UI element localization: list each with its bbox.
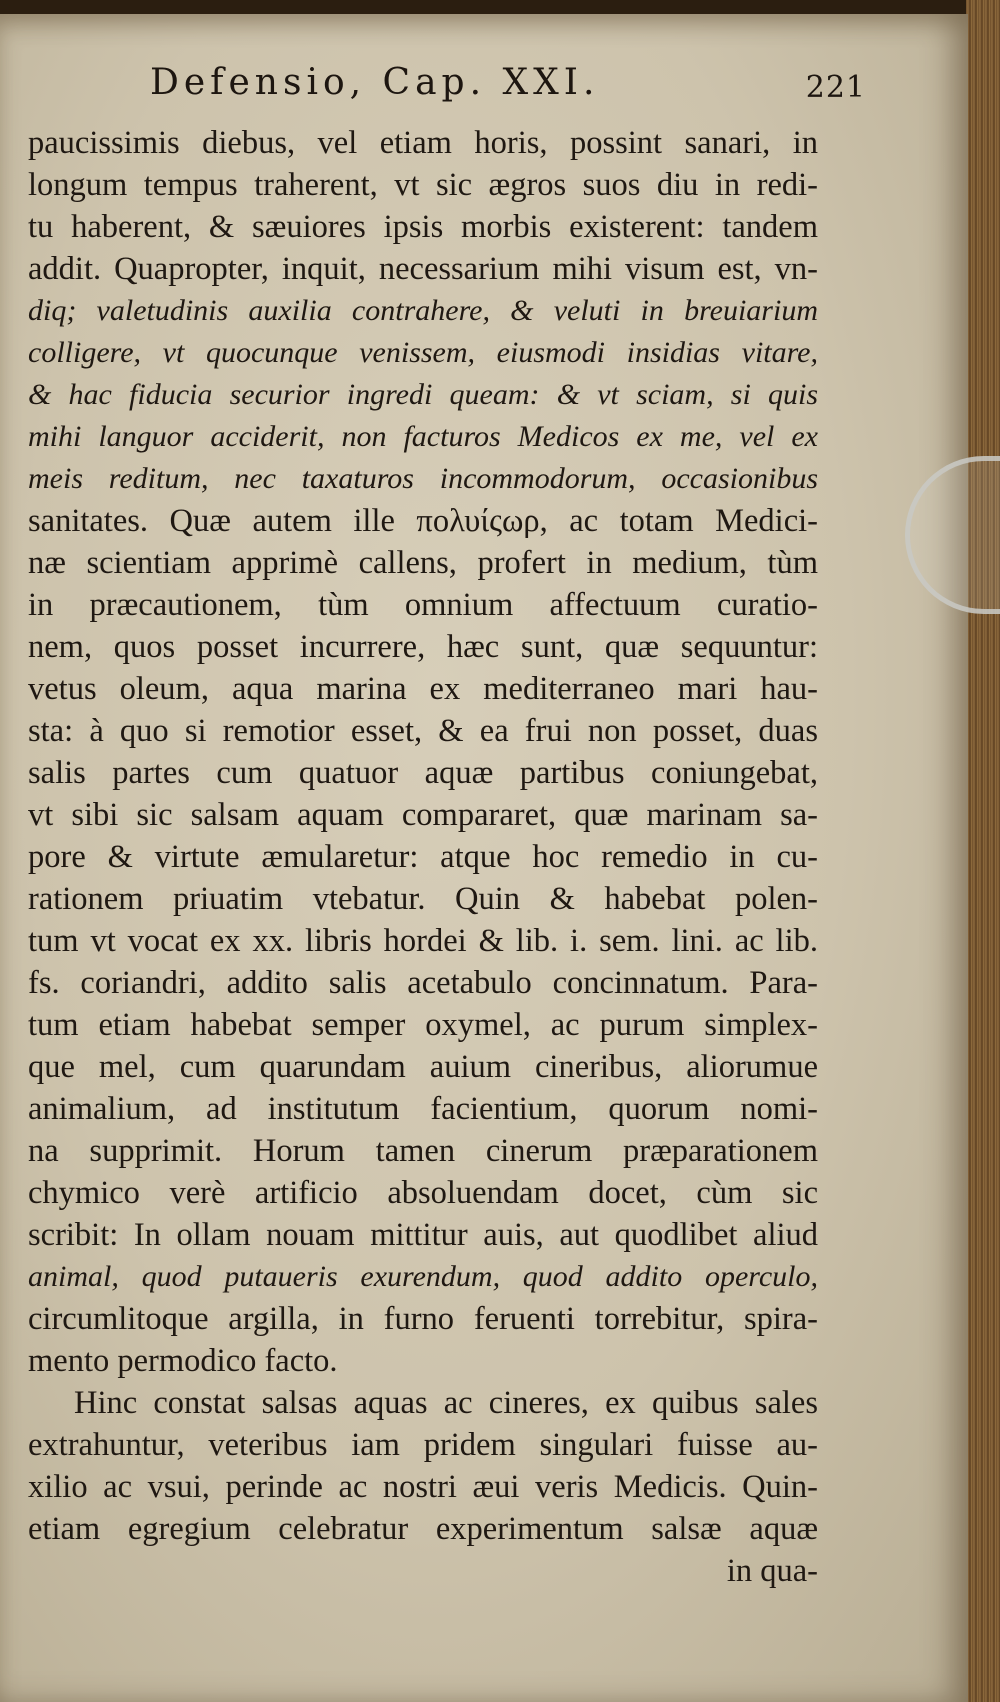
text-line: na supprimit. Horum tamen cinerum præparationem [28, 1133, 818, 1169]
text-line: tum vt vocat ex xx. libris hordei & lib. i. sem. lini. ac lib. [28, 923, 818, 959]
text-line: & hac fiducia securior ingredi queam: & vt sciam, si quis [28, 378, 818, 411]
text-line: sta: à quo si remotior esset, & ea frui non posset, duas [28, 713, 818, 749]
text-line: que mel, cum quarundam auium cineribus, aliorumue [28, 1049, 818, 1085]
running-title: Defensio, Cap. XXI. [150, 62, 600, 103]
text-line: mento permodico facto. [28, 1343, 338, 1379]
text-line: scribit: In ollam nouam mittitur auis, aut quodlibet aliud [28, 1217, 818, 1253]
text-line: colligere, vt quocunque venissem, eiusmodi insidias vitare, [28, 336, 818, 369]
running-header [150, 62, 866, 105]
book-page [0, 14, 968, 1702]
text-line: nem, quos posset incurrere, hæc sunt, quæ sequuntur: [28, 629, 818, 665]
text-line: vetus oleum, aqua marina ex mediterraneo mari hau- [28, 671, 818, 707]
text-line: sanitates. Quæ autem ille πολυίςωρ, ac totam Medici- [28, 503, 818, 539]
paragraph-start-line: Hinc constat salsas aquas ac cineres, ex quibus sales [74, 1385, 818, 1421]
text-line: næ scientiam apprimè callens, profert in medium, tùm [28, 545, 818, 581]
text-line: diq; valetudinis auxilia contrahere, & veluti in breuiarium [28, 294, 818, 327]
text-line: animal, quod putaueris exurendum, quod addito operculo, [28, 1260, 818, 1293]
catchword: in qua- [726, 1553, 818, 1589]
text-line: in præcautionem, tùm omnium affectuum curatio- [28, 587, 818, 623]
text-line: extrahuntur, veteribus iam pridem singulari fuisse au- [28, 1427, 818, 1463]
text-line: longum tempus traherent, vt sic ægros suos diu in redi- [28, 167, 818, 203]
text-line: chymico verè artificio absoluendam docet, cùm sic [28, 1175, 818, 1211]
text-line: tu haberent, & sæuiores ipsis morbis existerent: tandem [28, 209, 818, 245]
text-line: mihi languor acciderit, non facturos Medicos ex me, vel ex [28, 420, 818, 453]
text-line: xilio ac vsui, perinde ac nostri æui veris Medicis. Quin- [28, 1469, 818, 1505]
text-line: addit. Quapropter, inquit, necessarium mihi visum est, vn- [28, 251, 818, 287]
text-line: meis reditum, nec taxaturos incommodorum, occasionibus [28, 462, 818, 495]
text-line: pore & virtute æmularetur: atque hoc remedio in cu- [28, 839, 818, 875]
text-line: circumlitoque argilla, in furno feruenti torrebitur, spira- [28, 1301, 818, 1337]
text-line: animalium, ad institutum facientium, quorum nomi- [28, 1091, 818, 1127]
text-line: salis partes cum quatuor aquæ partibus coniungebat, [28, 755, 818, 791]
page-edge [966, 0, 1000, 1702]
text-line: etiam egregium celebratur experimentum salsæ aquæ [28, 1511, 818, 1547]
text-line: tum etiam habebat semper oxymel, ac purum simplex- [28, 1007, 818, 1043]
body-text [28, 122, 818, 1592]
text-line: paucissimis diebus, vel etiam horis, possint sanari, in [28, 125, 818, 161]
text-line: vt sibi sic salsam aquam compararet, quæ marinam sa- [28, 797, 818, 833]
page-number: 221 [805, 70, 866, 105]
text-line: rationem priuatim vtebatur. Quin & habebat polen- [28, 881, 818, 917]
text-line: fs. coriandri, addito salis acetabulo concinnatum. Para- [28, 965, 818, 1001]
